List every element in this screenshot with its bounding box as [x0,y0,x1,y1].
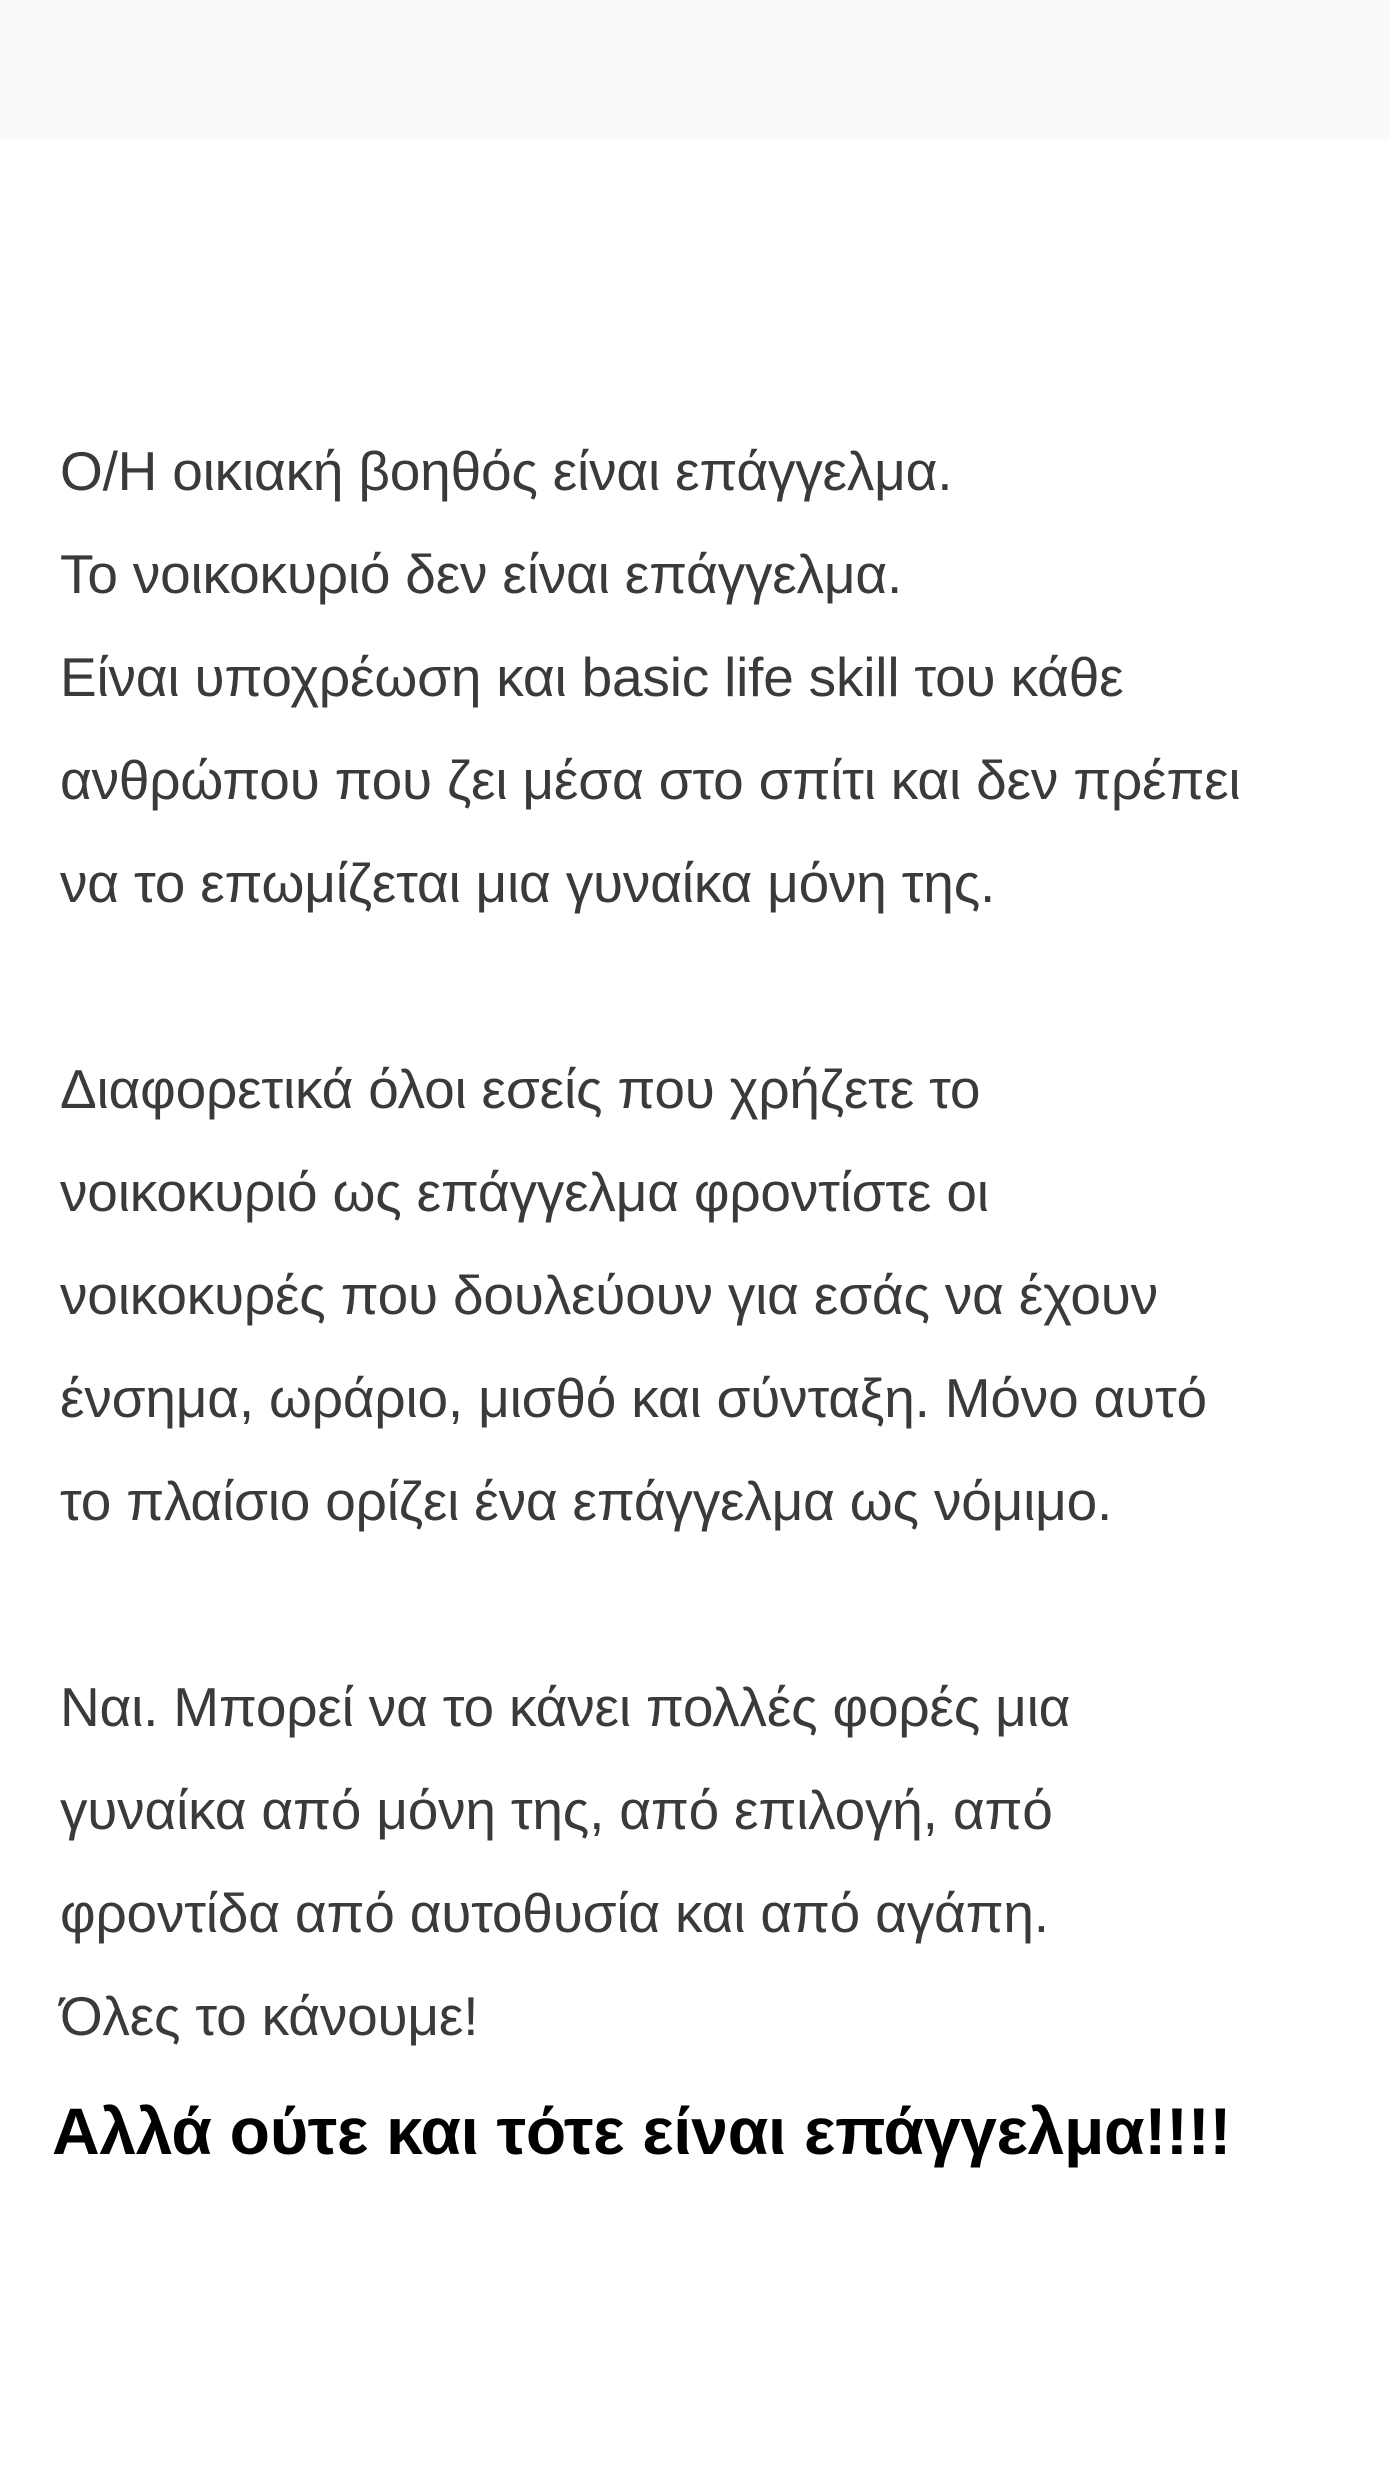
story-line: Διαφορετικά όλοι εσείς που χρήζετε το [60,1058,981,1120]
story-text-block [60,420,1360,2068]
story-line: φροντίδα από αυτοθυσία και από αγάπη. [60,1882,1049,1944]
story-line: Ναι. Μπορεί να το κάνει πολλές φορές μια [60,1676,1071,1738]
story-line: νοικοκυρές που δουλεύουν για εσάς να έχουν [60,1264,1158,1326]
story-top-band [0,0,1390,140]
paragraph-gap [60,935,1360,1038]
story-line: Όλες το κάνουμε! [60,1985,479,2047]
story-closing-statement: Αλλά ούτε και τότε είναι επάγγελμα!!!! [52,2094,1232,2168]
story-line: ένσημα, ωράριο, μισθό και σύνταξη. Μόνο αυτό [60,1367,1207,1429]
story-line: γυναίκα από μόνη της, από επιλογή, από [60,1779,1053,1841]
story-line: νοικοκυριό ως επάγγελμα φροντίστε οι [60,1161,989,1223]
story-line: Το νοικοκυριό δεν είναι επάγγελμα. [60,543,903,605]
story-line: Είναι υποχρέωση και basic life skill του κάθε [60,646,1124,708]
paragraph-gap [60,1553,1360,1656]
story-line: Ο/Η οικιακή βοηθός είναι επάγγελμα. [60,440,953,502]
story-line: να το επωμίζεται μια γυναίκα μόνη της. [60,852,996,914]
story-line: ανθρώπου που ζει μέσα στο σπίτι και δεν πρέπει [60,749,1241,811]
story-line: το πλαίσιο ορίζει ένα επάγγελμα ως νόμιμο. [60,1470,1113,1532]
